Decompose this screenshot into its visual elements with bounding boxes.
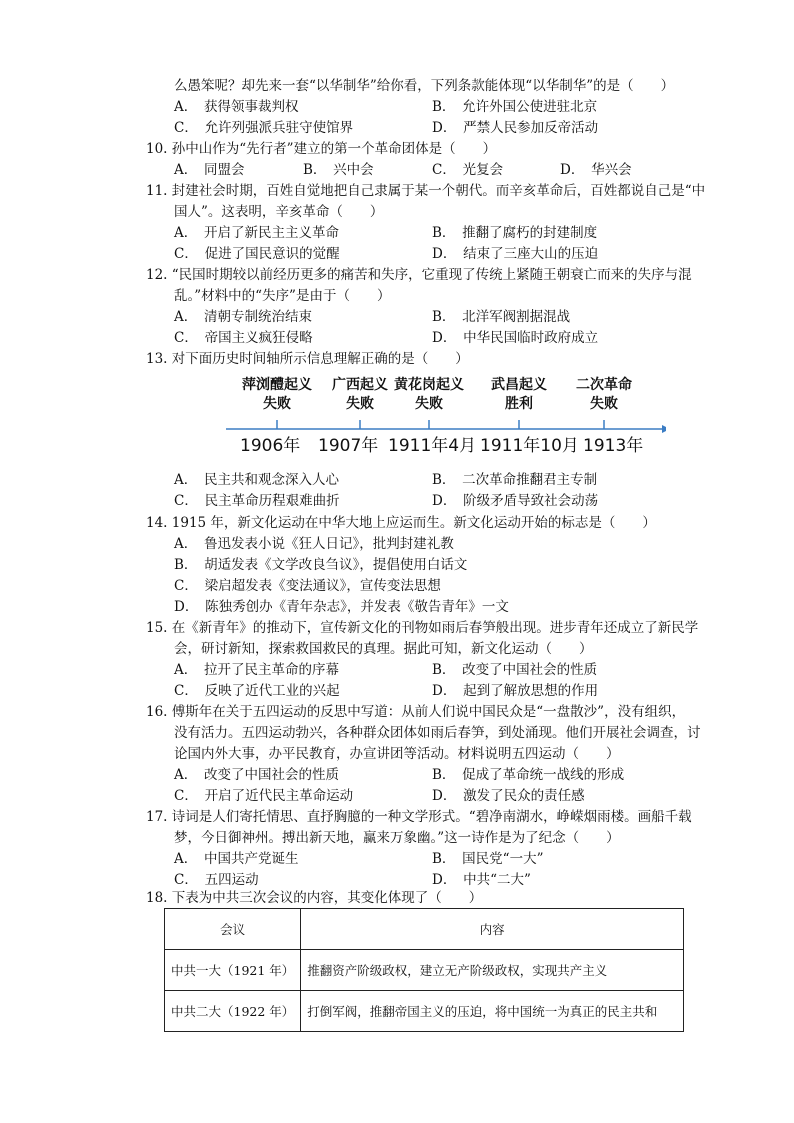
timeline-year-2: 1907年 [318,436,379,456]
q10-option-b: B． 兴中会 [303,162,374,178]
table-header-meeting: 会议 [165,909,301,950]
q16-stem: 16. 傅斯年在关于五四运动的反思中写道：从前人们说中国民众是“一盘散沙”，没有组织， [146,704,686,720]
q13-stem: 13. 对下面历史时间轴所示信息理解正确的是（ ） [146,351,469,367]
timeline-event-result: 失败 [415,396,443,412]
q16-option-b: B． 促成了革命统一战线的形成 [432,767,625,783]
timeline-year-1: 1906年 [240,436,301,456]
q11-stem: 11. 封建社会时期，百姓自觉地把自己隶属于某一个朝代。而辛亥革命后，百姓都说自己是“中 [146,183,706,199]
history-timeline [226,374,666,464]
timeline-event-name: 黄花岗起义 [394,377,464,393]
q9-option-a: A． 获得领事裁判权 [174,99,299,115]
q12-option-d: D． 中华民国临时政府成立 [432,330,599,346]
q15-option-a: A． 拉开了民主革命的序幕 [174,662,339,678]
q17-option-b: B． 国民党“一大” [432,851,544,867]
q17-option-c: C． 五四运动 [174,872,259,888]
timeline-event-result: 失败 [590,396,618,412]
table-row [165,950,684,991]
q13-option-c: C． 民主革命历程艰难曲折 [174,493,340,509]
q9-option-b: B． 允许外国公使进驻北京 [432,99,598,115]
q11-option-b: B． 推翻了腐朽的封建制度 [432,225,598,241]
q14-option-d: D． 陈独秀创办《青年杂志》，并发表《敬告青年》一文 [174,599,509,615]
table-header-content: 内容 [301,909,684,950]
q11-stem-line2: 国人”。这表明，辛亥革命（ ） [174,204,384,220]
table-cell-content: 打倒军阀，推翻帝国主义的压迫，将中国统一为真正的民主共和 [301,991,684,1032]
q9-option-d: D． 严禁人民参加反帝活动 [432,120,599,136]
q11-option-c: C． 促进了国民意识的觉醒 [174,246,340,262]
table-cell-meeting: 中共二大（1922 年） [165,991,301,1032]
q18-stem: 18. 下表为中共三次会议的内容，其变化体现了（ ） [146,890,483,906]
q17-stem-line2: 梦，今日御神州。搏出新天地，赢来万象幽。”这一诗作是为了纪念（ ） [174,830,620,846]
q14-stem: 14. 1915 年，新文化运动在中华大地上应运而生。新文化运动开始的标志是（ ） [146,515,656,531]
q15-stem-line2: 会，研讨新知，探索救国救民的真理。据此可知，新文化运动（ ） [174,641,593,657]
q10-stem: 10. 孙中山作为“先行者”建立的第一个革命团体是（ ） [146,141,497,157]
q17-stem: 17. 诗词是人们寄托情思、直抒胸臆的一种文学形式。“碧净南湖水，峥嵘烟雨楼。画船千载 [146,809,692,825]
timeline-event-3 [384,376,474,414]
q15-stem: 15. 在《新青年》的推动下，宣传新文化的刊物如雨后春笋般出现。进步青年还成立了新民学 [146,620,699,636]
q12-stem: 12. “民国时期较以前经历更多的痛苦和失序，它重现了传统上紧随王朝衰亡而来的失序与混 [146,267,692,283]
q13-option-a: A． 民主共和观念深入人心 [174,472,339,488]
q16-stem-line3: 论国内外大事，办平民教育，办宣讲团等活动。材料说明五四运动（ ） [174,746,620,762]
q10-option-c: C． 光复会 [432,162,504,178]
q11-option-d: D． 结束了三座大山的压迫 [432,246,599,262]
q13-option-d: D． 阶级矛盾导致社会动荡 [432,493,599,509]
q11-option-a: A． 开启了新民主主义革命 [174,225,339,241]
q9-stem-continuation: 么愚笨呢？却先来一套“以华制华”给你看，下列条款能体现“以华制华”的是（ ） [174,78,675,94]
table-header-row [165,909,684,950]
table-cell-content: 推翻资产阶级政权，建立无产阶级政权，实现共产主义 [301,950,684,991]
q12-option-c: C． 帝国主义疯狂侵略 [174,330,313,346]
timeline-event-name: 萍浏醴起义 [242,377,312,393]
q10-option-d: D． 华兴会 [560,162,632,178]
timeline-event-result: 失败 [263,396,291,412]
timeline-event-result: 胜利 [505,396,533,412]
q15-option-c: C． 反映了近代工业的兴起 [174,683,340,699]
q16-option-c: C． 开启了近代民主革命运动 [174,788,354,804]
timeline-year-5: 1913年 [583,436,644,456]
q12-option-b: B． 北洋军阀割据混战 [432,309,571,325]
timeline-event-name: 二次革命 [576,377,632,393]
q10-option-a: A． 同盟会 [174,162,245,178]
q16-option-a: A． 改变了中国社会的性质 [174,767,339,783]
q15-option-b: B． 改变了中国社会的性质 [432,662,598,678]
timeline-event-name: 武昌起义 [491,377,547,393]
q9-option-c: C． 允许列强派兵驻守使馆界 [174,120,354,136]
timeline-year-4: 1911年10月 [480,436,579,456]
timeline-event-4 [474,376,564,414]
q16-option-d: D． 激发了民众的责任感 [432,788,585,804]
timeline-event-5 [559,376,649,414]
q14-option-a: A． 鲁迅发表小说《狂人日记》，批判封建礼教 [174,536,454,552]
timeline-event-name: 广西起义 [332,377,388,393]
table-cell-meeting: 中共一大（1921 年） [165,950,301,991]
timeline-year-3: 1911年4月 [388,436,477,456]
q12-stem-line2: 乱。”材料中的“失序”是由于（ ） [174,288,391,304]
timeline-event-1 [232,376,322,414]
q15-option-d: D． 起到了解放思想的作用 [432,683,599,699]
timeline-axis-arrow [662,425,666,433]
table-row [165,991,684,1032]
q13-option-b: B． 二次革命推翻君主专制 [432,472,598,488]
q16-stem-line2: 没有活力。五四运动勃兴，各种群众团体如雨后春笋，到处涌现。他们开展社会调查，讨 [174,725,701,741]
q18-table [164,908,684,1032]
q14-option-b: B． 胡适发表《文学改良刍议》，提倡使用白话文 [174,557,468,573]
q17-option-d: D． 中共“二大” [432,872,531,888]
q12-option-a: A． 清朝专制统治结束 [174,309,312,325]
timeline-event-result: 失败 [346,396,374,412]
q14-option-c: C． 梁启超发表《变法通议》，宣传变法思想 [174,578,441,594]
q17-option-a: A． 中国共产党诞生 [174,851,299,867]
